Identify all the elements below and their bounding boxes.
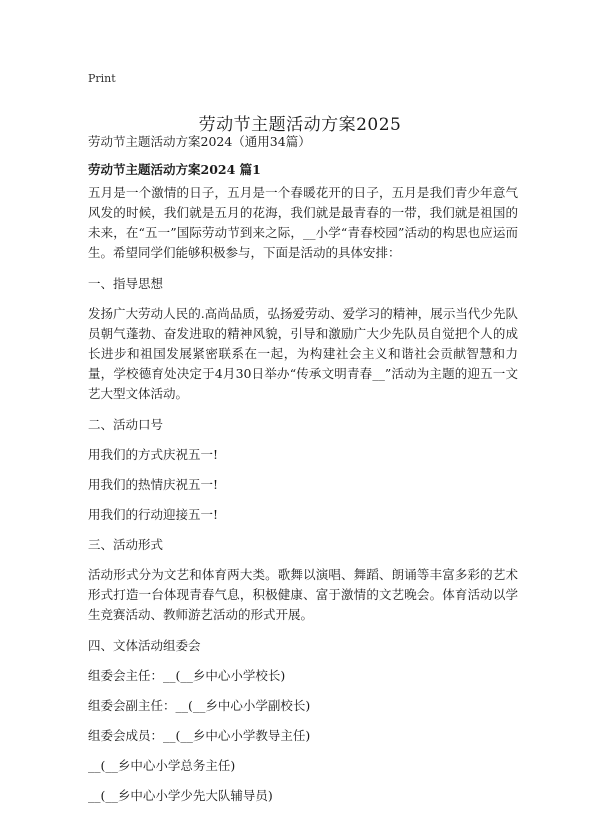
committee-member-general-affairs: __(__乡中心小学总务主任) [88, 758, 236, 773]
committee-member-counselor: __(__乡中心小学少先大队辅导员) [88, 788, 273, 803]
committee-director: 组委会主任：__(__乡中心小学校长) [88, 668, 286, 683]
intro-paragraph: 五月是一个激情的日子，五月是一个春暖花开的日子，五月是我们青少年意气风发的时候，我们就是五月的花海，我们就是最青春的一带，我们就是祖国的未来，在“五一”国际劳动节到来之际，__小学“青春校园”活动的构思也应运而生。希望同学们能够积极参与，下面是活动的具体安排： [88, 185, 518, 260]
heading-slogans: 二、活动口号 [88, 417, 164, 432]
activity-form-paragraph: 活动形式分为文艺和体育两大类。歌舞以演唱、舞蹈、朗诵等丰富多彩的艺术形式打造一台体现青春气息，积极健康、富于激情的文艺晚会。体育活动以学生竞赛活动、教师游艺活动的形式开展。 [88, 567, 518, 622]
heading-activity-form: 三、活动形式 [88, 537, 164, 552]
guiding-ideology-paragraph: 发扬广大劳动人民的.高尚品质，弘扬爱劳动、爱学习的精神，展示当代少先队员朝气蓬勃、奋发进取的精神风貌，引导和激励广大少先队员自觉把个人的成长进步和祖国发展紧密联系在一起，为构建社会主义和谐社会贡献智慧和力量，学校德育处决定于4月30日举办“传承文明青春__”活动为主题的迎五一文艺大型文体活动。 [88, 306, 518, 401]
document-title: 劳动节主题活动方案2025 [198, 115, 402, 136]
document-subtitle: 劳动节主题活动方案2024（通用34篇） [88, 134, 311, 149]
document-body [88, 183, 518, 816]
committee-member: 组委会成员：__(__乡中心小学教导主任) [88, 728, 311, 743]
slogan-3: 用我们的行动迎接五一! [88, 507, 219, 522]
slogan-2: 用我们的热情庆祝五一! [88, 477, 219, 492]
slogan-1: 用我们的方式庆祝五一! [88, 447, 219, 462]
section-heading: 劳动节主题活动方案2024 篇1 [88, 162, 261, 177]
print-label[interactable]: Print [88, 72, 116, 85]
heading-guiding-ideology: 一、指导思想 [88, 276, 164, 291]
committee-deputy-director: 组委会副主任：__(__乡中心小学副校长) [88, 698, 311, 713]
heading-committee: 四、文体活动组委会 [88, 638, 201, 653]
